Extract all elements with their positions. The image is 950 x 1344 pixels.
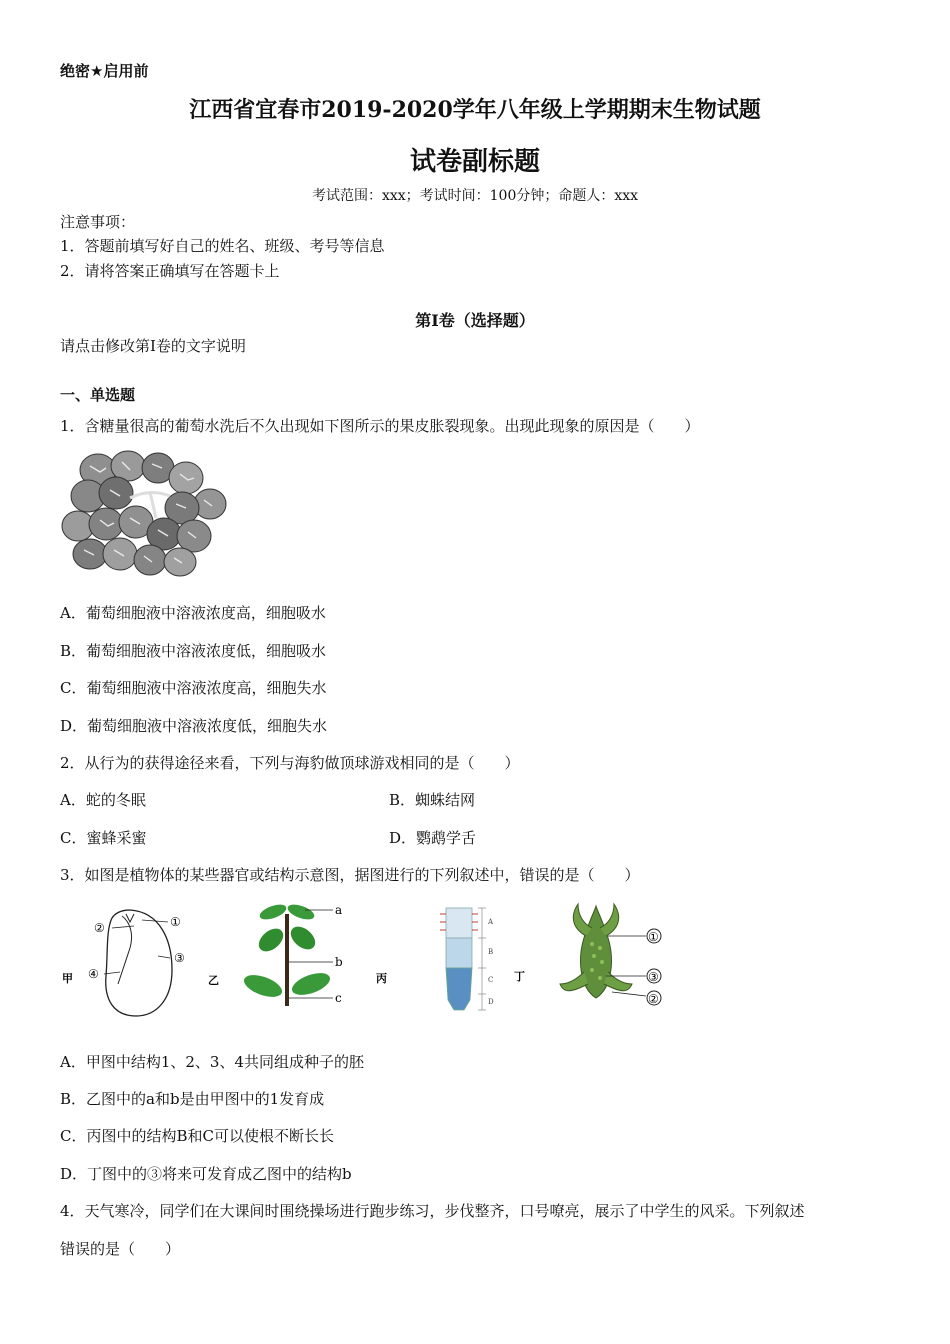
option-c: C．葡萄细胞液中溶液浓度高，细胞失水 bbox=[60, 679, 327, 697]
exam-meta: 考试范围：xxx；考试时间：100分钟；命题人：xxx bbox=[311, 188, 639, 204]
grape-image bbox=[60, 448, 232, 580]
question-stem: 1．含糖量很高的葡萄水洗后不久出现如下图所示的果皮胀裂现象。出现此现象的原因是（ ） bbox=[60, 417, 700, 435]
root-label: C bbox=[488, 976, 494, 984]
bud-diagram bbox=[508, 898, 676, 1016]
seed-label: ④ bbox=[88, 967, 99, 981]
question-stem: 4．天气寒冷，同学们在大课间时围绕操场进行跑步练习，步伐整齐，口号嘹亮，展示了中学生的风采。下列叙述 bbox=[60, 1202, 805, 1220]
section-description: 请点击修改第I卷的文字说明 bbox=[60, 337, 246, 355]
question-stem: 3．如图是植物体的某些器官或结构示意图，据图进行的下列叙述中，错误的是（ ） bbox=[60, 866, 640, 884]
secret-label: 绝密★启用前 bbox=[60, 62, 149, 80]
option-c: C．蜜蜂采蜜 bbox=[60, 829, 147, 847]
root-label: A bbox=[488, 918, 494, 926]
question-stem: 2．从行为的获得途径来看，下列与海豹做顶球游戏相同的是（ ） bbox=[60, 754, 520, 772]
root-label: B bbox=[488, 948, 494, 956]
option-b: B．葡萄细胞液中溶液浓度低，细胞吸水 bbox=[60, 642, 327, 660]
seed-label: ② bbox=[94, 921, 105, 935]
option-a: A．蛇的冬眠 bbox=[60, 791, 146, 809]
option-b: B．蜘蛛结网 bbox=[389, 791, 476, 809]
seedling-diagram bbox=[205, 898, 355, 1016]
question-stem-continued: 错误的是（ ） bbox=[60, 1240, 181, 1258]
figure-label-bing: 丙 bbox=[376, 972, 387, 985]
option-a: A．甲图中结构1、2、3、4共同组成种子的胚 bbox=[60, 1053, 365, 1071]
option-b: B．乙图中的a和b是由甲图中的1发育成 bbox=[60, 1090, 325, 1108]
notes-heading: 注意事项： bbox=[60, 213, 136, 231]
option-d: D．葡萄细胞液中溶液浓度低，细胞失水 bbox=[60, 717, 328, 735]
option-c: C．丙图中的结构B和C可以使根不断长长 bbox=[60, 1127, 334, 1145]
seed-label: ① bbox=[170, 915, 181, 929]
figure-label-jia: 甲 bbox=[62, 972, 73, 985]
figure-label-ding: 丁 bbox=[514, 970, 525, 983]
note-item: 1．答题前填写好自己的姓名、班级、考号等信息 bbox=[60, 237, 385, 255]
bud-label: ② bbox=[648, 992, 659, 1006]
plant-label: b bbox=[335, 955, 343, 969]
seed-label: ③ bbox=[174, 951, 185, 965]
root-label: D bbox=[488, 998, 494, 1006]
plant-label: c bbox=[335, 991, 342, 1005]
root-tip-diagram bbox=[372, 902, 502, 1020]
bud-label: ① bbox=[648, 930, 659, 944]
seed-diagram bbox=[60, 900, 200, 1020]
exam-title: 江西省宜春市2019-2020学年八年级上学期期末生物试题 bbox=[189, 97, 761, 123]
part-title: 一、单选题 bbox=[60, 386, 136, 404]
bud-label: ③ bbox=[648, 970, 659, 984]
figure-label-yi: 乙 bbox=[208, 974, 219, 987]
option-a: A．葡萄细胞液中溶液浓度高，细胞吸水 bbox=[60, 604, 326, 622]
option-d: D．鹦鹉学舌 bbox=[389, 829, 477, 847]
plant-label: a bbox=[335, 903, 343, 917]
note-item: 2．请将答案正确填写在答题卡上 bbox=[60, 262, 280, 280]
section-title: 第I卷（选择题） bbox=[415, 311, 535, 330]
option-d: D．丁图中的③将来可发育成乙图中的结构b bbox=[60, 1165, 352, 1183]
exam-subtitle: 试卷副标题 bbox=[409, 147, 540, 177]
